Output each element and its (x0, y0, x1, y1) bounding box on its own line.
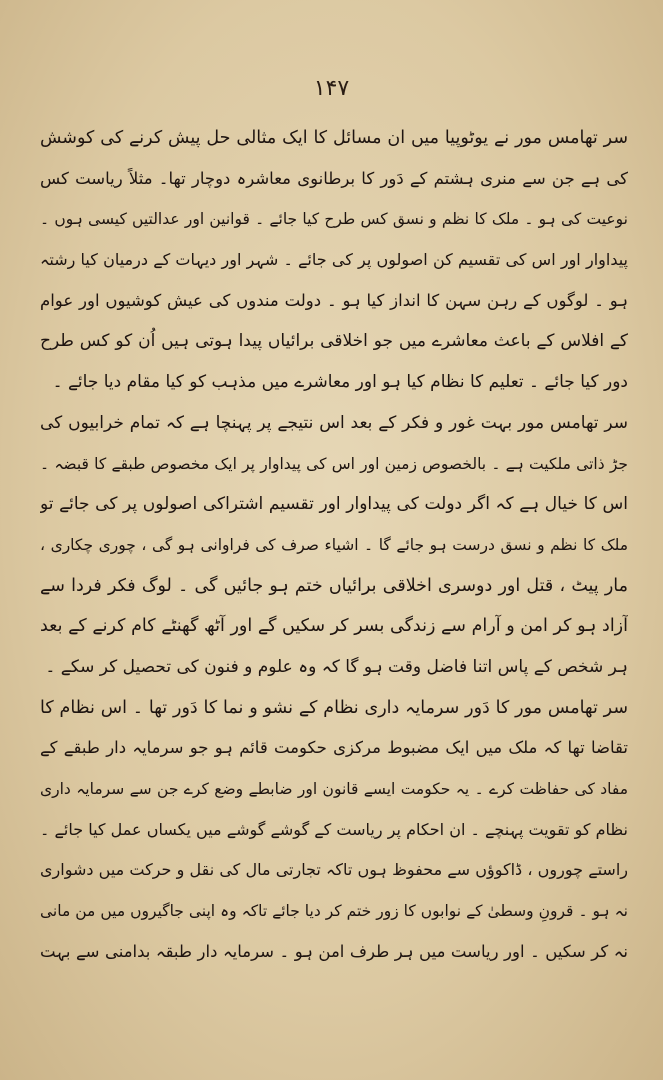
text-line: کی ہے جن سے منری ہشتم کے دَور کا برطانوی معاشرہ دوچار تھا۔ مثلاً ریاست کس (40, 168, 628, 188)
text-line: آزاد ہو کر امن و آرام سے زندگی بسر کر سکیں گے اور آٹھ گھنٹے کام کرنے کے بعد (40, 616, 628, 637)
text-line: دور کیا جائے ۔ تعلیم کا نظام کیا ہو اور معاشرے میں مذہب کو کیا مقام دیا جائے ۔ (52, 372, 628, 393)
text-line: ہر شخص کے پاس اتنا فاضل وقت ہو گا کہ وہ علوم و فنون کی تحصیل کر سکے ۔ (45, 656, 628, 677)
text-line: جڑ ذاتی ملکیت ہے ۔ بالخصوص زمین اور اس کی پیداوار پر ایک مخصوص طبقے کا قبضہ ۔ (40, 454, 628, 473)
text-line: نظام کو تقویت پہنچے ۔ ان احکام پر ریاست کے گوشے گوشے میں یکساں عمل کیا جائے ۔ (40, 819, 628, 839)
text-line: نہ ہو ۔ قرونِ وسطیٰ کے نوابوں کا زور ختم کر دیا جائے تاکہ وہ اپنی جاگیروں میں من مانی (40, 902, 628, 921)
text-line: ملک کا نظم و نسق درست ہو جائے گا ۔ اشیاء صرف کی فراوانی ہو گی ، چوری چکاری ، (40, 535, 628, 554)
text-line: تقاضا تھا کہ ملک میں ایک مضبوط مرکزی حکومت قائم ہو جو سرمایہ دار طبقے کے (40, 738, 628, 758)
text-line: نہ کر سکیں ۔ اور ریاست میں ہر طرف امن ہو ۔ سرمایہ دار طبقہ بدامنی سے بہت (40, 941, 628, 961)
text-line: نوعیت کی ہو ۔ ملک کا نظم و نسق کس طرح کیا جائے ۔ قوانین اور عدالتیں کیسی ہوں ۔ (40, 210, 628, 229)
text-line: ہو ۔ لوگوں کے رہن سہن کا انداز کیا ہو ۔ دولت مندوں کی عیش کوشیوں اور عوام (40, 290, 628, 310)
text-line: سر تھامس مور کا دَور سرمایہ داری نظام کے نشو و نما کا دَور تھا ۔ اس نظام کا (40, 697, 628, 718)
text-line: سر تھامس مور بہت غور و فکر کے بعد اس نتیجے پر پہنچا ہے کہ تمام خرابیوں کی (40, 412, 628, 433)
body-text (40, 118, 628, 972)
text-line: کے افلاس کے باعث معاشرے میں جو اخلاقی برائیاں پیدا ہوتی ہیں اُن کو کس طرح (40, 331, 628, 352)
page-number: ۱۴۷ (313, 76, 350, 101)
text-line: سر تھامس مور نے یوٹوپیا میں ان مسائل کا ایک مثالی حل پیش کرنے کی کوشش (40, 128, 628, 148)
text-line: مار پیٹ ، قتل اور دوسری اخلاقی برائیاں ختم ہو جائیں گی ۔ لوگ فکر فردا سے (40, 575, 628, 596)
text-line: راستے چوروں ، ڈاکوؤں سے محفوظ ہوں تاکہ تجارتی مال کی نقل و حرکت میں دشواری (40, 860, 628, 880)
text-line: پیداوار اور اس کی تقسیم کن اصولوں پر کی جائے ۔ شہر اور دیہات کے درمیان کیا رشتہ (40, 250, 628, 270)
text-line: مفاد کی حفاظت کرے ۔ یہ حکومت ایسے قانون اور ضابطے وضع کرے جن سے سرمایہ داری (40, 780, 628, 798)
text-line: اس کا خیال ہے کہ اگر دولت کی پیداوار اور تقسیم اشتراکی اصولوں پر کی جائے تو (40, 494, 628, 515)
